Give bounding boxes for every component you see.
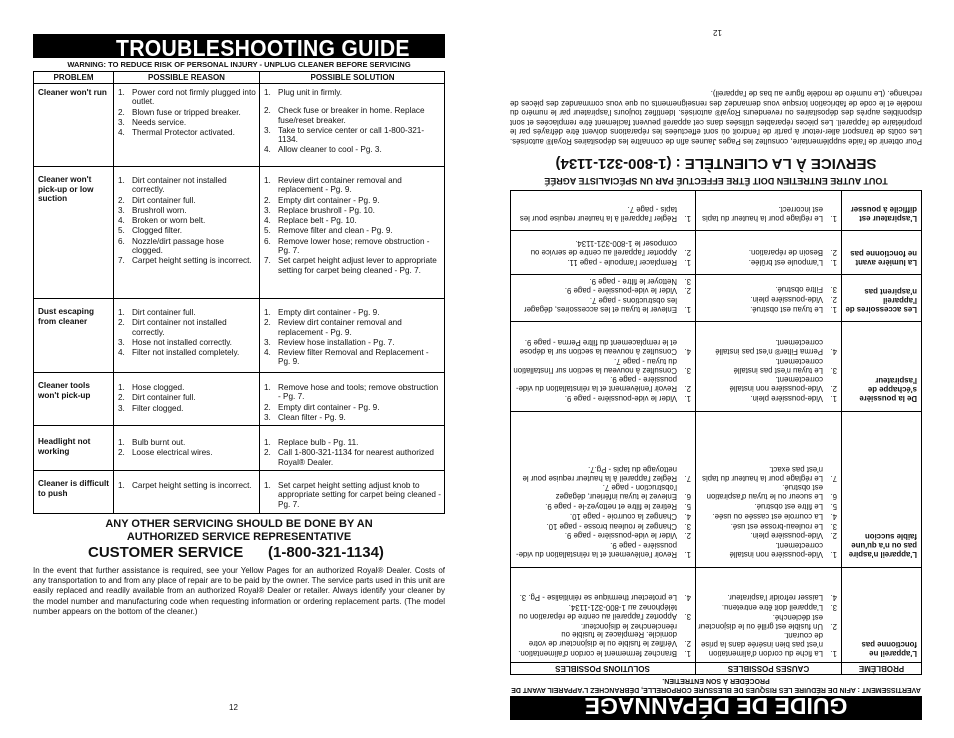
service-notice: TOUT AUTRE ENTRETIEN DOIT ÊTRE EFFECTUÉ PAR UN SPÉCIALISTE AGRÉÉ bbox=[544, 176, 888, 186]
french-page bbox=[510, 20, 922, 720]
problem-cell: L'appareil n'aspire pas ou n'a qu'une faible succion bbox=[848, 532, 917, 559]
page-number: 12 bbox=[713, 28, 722, 37]
service-notice-line1: ANY OTHER SERVICING SHOULD BE DONE BY AN bbox=[105, 518, 373, 530]
solution-cell: 1. Régler l'appareil à la hauteur requise pour les tapis - page 7. bbox=[519, 205, 691, 223]
solution-cell: 1. Branchez fermement le cordon d'alimentation. 2. Vérifiez le fusible ou le disjoncteur de votre domicile. Remplacez le fusible ou réenclenchez le disjoncteur. 3. Apportez l'appareil au centre de réparation ou téléphonez au 1-800-321-1134. 4. Le protecteur thermique se réinitialise - Pg. 3. bbox=[518, 593, 691, 658]
customer-service-label: CUSTOMER SERVICE bbox=[88, 544, 244, 561]
row-divider bbox=[511, 567, 921, 568]
page-title: GUIDE DE DÉPANNAGE bbox=[584, 693, 848, 719]
reason-cell: 1. Le tuyau est obstrué. 2. Vide-poussière plein. 3. Filtre obstrué. bbox=[750, 285, 837, 314]
reason-cell: 1. Le réglage pour la hauteur du tapis est incorrect. bbox=[702, 205, 837, 223]
row-divider bbox=[511, 321, 921, 322]
solution-cell: 1. Plug unit in firmly. 2. Check fuse or breaker in home. Replace fuse/reset breaker. 3. Take to service center or call 1-800-321-1134. 4. Allow cleaner to cool - Pg. 3. bbox=[264, 88, 425, 155]
solution-cell: 1. Vider le vide-poussière - page 9. 2. Revoir l'enlèvement et la réinstallation du vide-poussière - page 9. 3. Consultez à nouveau la section sur l'installation du tuyau - page 7. 4. Consultez à nouveau la section sur la dépose et le remplacement du filtre Perma - page 9. bbox=[513, 338, 691, 403]
column-divider bbox=[841, 191, 842, 674]
solution-cell: 1. Remove hose and tools; remove obstruction - Pg. 7. 2. Empty dirt container - Pg. 9. 3. Clean filter - Pg. 9. bbox=[264, 383, 439, 422]
header-problem: PROBLEM bbox=[34, 72, 113, 84]
problem-cell: Cleaner is difficult to push bbox=[38, 479, 109, 498]
solution-cell: 1. Replace bulb - Pg. 11. 2. Call 1-800-321-1134 for nearest authorized Royal® Dealer. bbox=[264, 438, 434, 467]
problem-cell: L'appareil ne fonctionne pas bbox=[861, 640, 917, 658]
column-divider bbox=[695, 191, 696, 674]
troubleshooting-table bbox=[33, 71, 445, 514]
solution-cell: 1. Empty dirt container - Pg. 9. 2. Review dirt container removal and replacement - Pg. 9. 3. Review hose installation - Pg. 7. 4. Review filter Removal and Replacement - Pg. 9. bbox=[264, 308, 429, 367]
problem-cell: Cleaner won't run bbox=[38, 88, 107, 97]
page-number: 12 bbox=[229, 703, 238, 712]
warning-text: WARNING: TO REDUCE RISK OF PERSONAL INJURY - UNPLUG CLEANER BEFORE SERVICING bbox=[67, 60, 411, 69]
problem-cell: Cleaner tools won't pick-up bbox=[38, 381, 91, 400]
reason-cell: 1. La fiche du cordon d'alimentation n'est pas bien insérée dans la prise de courant. 2. Un fusible est grillé ou le disjoncteur est déclenché. 3. L'appareil doit être entretenu. 4. Laisser refroidir l'aspirateur. bbox=[698, 593, 837, 658]
problem-cell: La lumière avant ne fonctionne pas bbox=[850, 249, 917, 267]
reason-cell: 1. Bulb burnt out. 2. Loose electrical wires. bbox=[118, 438, 213, 458]
reason-cell: 1. L'ampoule est brûlée. 2. Besoin de réparation. bbox=[748, 248, 837, 267]
solution-cell: 1. Review dirt container removal and replacement - Pg. 9. 2. Empty dirt container - Pg. 9. 3. Replace brushroll - Pg. 10. 4. Replace belt - Pg. 10. 5. Remove filter and clean - Pg. 9. 6. Remove lower hose; remove obstruction - Pg. 7. 7. Set carpet height adjust lever to appropriate setting for carpet being cleaned - Pg. 7. bbox=[264, 176, 437, 275]
page-title: TROUBLESHOOTING GUIDE bbox=[116, 35, 410, 61]
reason-cell: 1. Hose clogged. 2. Dirt container full. 3. Filter clogged. bbox=[118, 383, 196, 413]
reason-cell: 1. Vide-poussière non installé correctement. 2. Vide-poussière plein. 3. Le rouleau-brosse est usé. 4. La courroie est cassée ou usée. 5. Le filtre est obstrué. 6. Le suceur ou le tuyau d'aspiration est obstrué. 7. Le réglage pour la hauteur du tapis n'est pas exact. bbox=[702, 464, 837, 559]
customer-service-phone: (1-800-321-1134) bbox=[268, 544, 384, 561]
service-paragraph: In the event that further assistance is required, see your Yellow Pages for an authorized Royal® Dealer. Costs of any transportation to and from any place of repair are to be paid by the owner. The service parts used in this unit are easily replaced and readily available from an authorized Royal® Dealer or retailer. Always identify your cleaner by the model number and manufacturing code when requesting information or ordering replacement parts. (The model number appears on the bottom of the cleaner.) bbox=[33, 566, 445, 616]
header-problem: PROBLÈME bbox=[842, 662, 921, 674]
row-divider bbox=[34, 470, 444, 471]
header-reason: CAUSES POSSIBLES bbox=[696, 662, 841, 674]
reason-cell: 1. Dirt container full. 2. Dirt container not installed correctly. 3. Hose not installed correctly. 4. Filter not installed completely. bbox=[118, 308, 240, 358]
problem-cell: Les accessoires de l'appareil n'aspirent pas bbox=[845, 287, 917, 314]
reason-cell: 1. Carpet height setting is incorrect. bbox=[118, 481, 252, 490]
warning-text: AVERTISSEMENT : AFIN DE RÉDUIRE LES RISQUES DE BLESSURE CORPORELLE, DÉBRANCHEZ L'APPAREIL AVANT DE PROCÉDER À SON ENTRETIEN. bbox=[511, 677, 921, 693]
reason-cell: 1. Vide-poussière plein. 2. Vide-poussière non installé correctement. 3. Le tuyau n'est pas installé correctement. 4. Perma Filter® n'est pas installé correctement. bbox=[715, 338, 837, 403]
solution-cell: 1. Revoir l'enlèvement et la réinstallation du vide-poussière - page 9. 2. Vider le vide-poussière - page 9. 3. Changez le rouleau brosse - page 10. 4. Changez la courroie - page 10. 5. Retirez le filtre et nettoyez-le - page 9. 6. Enlevez le tuyau inférieur, dégagez l'obstruction - page 7. 7. Réglez l'appareil à la hauteur requise pour le nettoyage du tapis - Pg.7. bbox=[516, 464, 691, 559]
troubleshooting-table bbox=[510, 190, 922, 675]
problem-cell: L'aspirateur est difficile à pousser bbox=[850, 205, 917, 223]
row-divider bbox=[34, 372, 444, 373]
column-divider bbox=[259, 72, 260, 513]
service-notice-line2: AUTHORIZED SERVICE REPRESENTATIVE bbox=[126, 531, 352, 543]
header-solution: POSSIBLE SOLUTION bbox=[260, 72, 445, 84]
header-solution: SOLUTIONS POSSIBLES bbox=[510, 662, 695, 674]
row-divider bbox=[511, 230, 921, 231]
problem-cell: Dust escaping from cleaner bbox=[38, 307, 94, 326]
row-divider bbox=[34, 298, 444, 299]
row-divider bbox=[34, 425, 444, 426]
problem-cell: Headlight not working bbox=[38, 437, 91, 456]
column-divider bbox=[113, 72, 114, 513]
row-divider bbox=[34, 166, 444, 167]
reason-cell: 1. Dirt container not installed correctly. 2. Dirt container full. 3. Brushroll worn. 4. Broken or worn belt. 5. Clogged filter. 6. Nozzle/dirt passage hose clogged. 7. Carpet height setting is incorrect. bbox=[118, 176, 252, 266]
solution-cell: 1. Enlever le tuyau et les accessoires, dégager les obstructions - page 7. 2. Vider le vide-poussière - page 9. 3. Nettoyer le filtre - page 9. bbox=[524, 276, 691, 314]
solution-cell: 1. Remplacer l'ampoule - page 11. 2. Apporter l'appareil au centre de service ou composer le 1-800-321-1134. bbox=[530, 239, 691, 267]
service-paragraph: Pour obtenir de l'aide supplémentaire, consultez les Pages Jaunes afin de connaître les dépositaires Royal® autorisés. Les coûts de transport aller-retour à partir de l'endroit où sont effectuées les réparations doivent être défrayés par le propriétaire de l'appareil. Les pièces réparables utilisées dans cet appareil peuvent facilement être remplacées et sont disponibles auprès des dépositaires ou revendeurs Royal® autorisés. Identifiez toujours l'aspirateur par le numéro du modèle et le code de fabrication lorsque vous demandez des renseignements ou que vous commandez des pièces de rechange. (Le numéro de modèle figure au bas de l'appareil). bbox=[510, 89, 922, 146]
header-reason: POSSIBLE REASON bbox=[114, 72, 259, 84]
solution-cell: 1. Set carpet height setting adjust knob to appropriate setting for carpet being cleaned - Pg. 7. bbox=[264, 481, 441, 509]
row-divider bbox=[511, 411, 921, 412]
problem-cell: Cleaner won't pick-up or low suction bbox=[38, 175, 94, 204]
problem-cell: De la poussière s'échappe de l'aspirateur bbox=[859, 376, 917, 403]
customer-service-heading: SERVICE À LA CLIENTÈLE : (1-800-321-1134) bbox=[555, 155, 877, 172]
reason-cell: 1. Power cord not firmly plugged into outlet. 2. Blown fuse or tripped breaker. 3. Needs service. 4. Thermal Protector activated. bbox=[118, 88, 256, 138]
